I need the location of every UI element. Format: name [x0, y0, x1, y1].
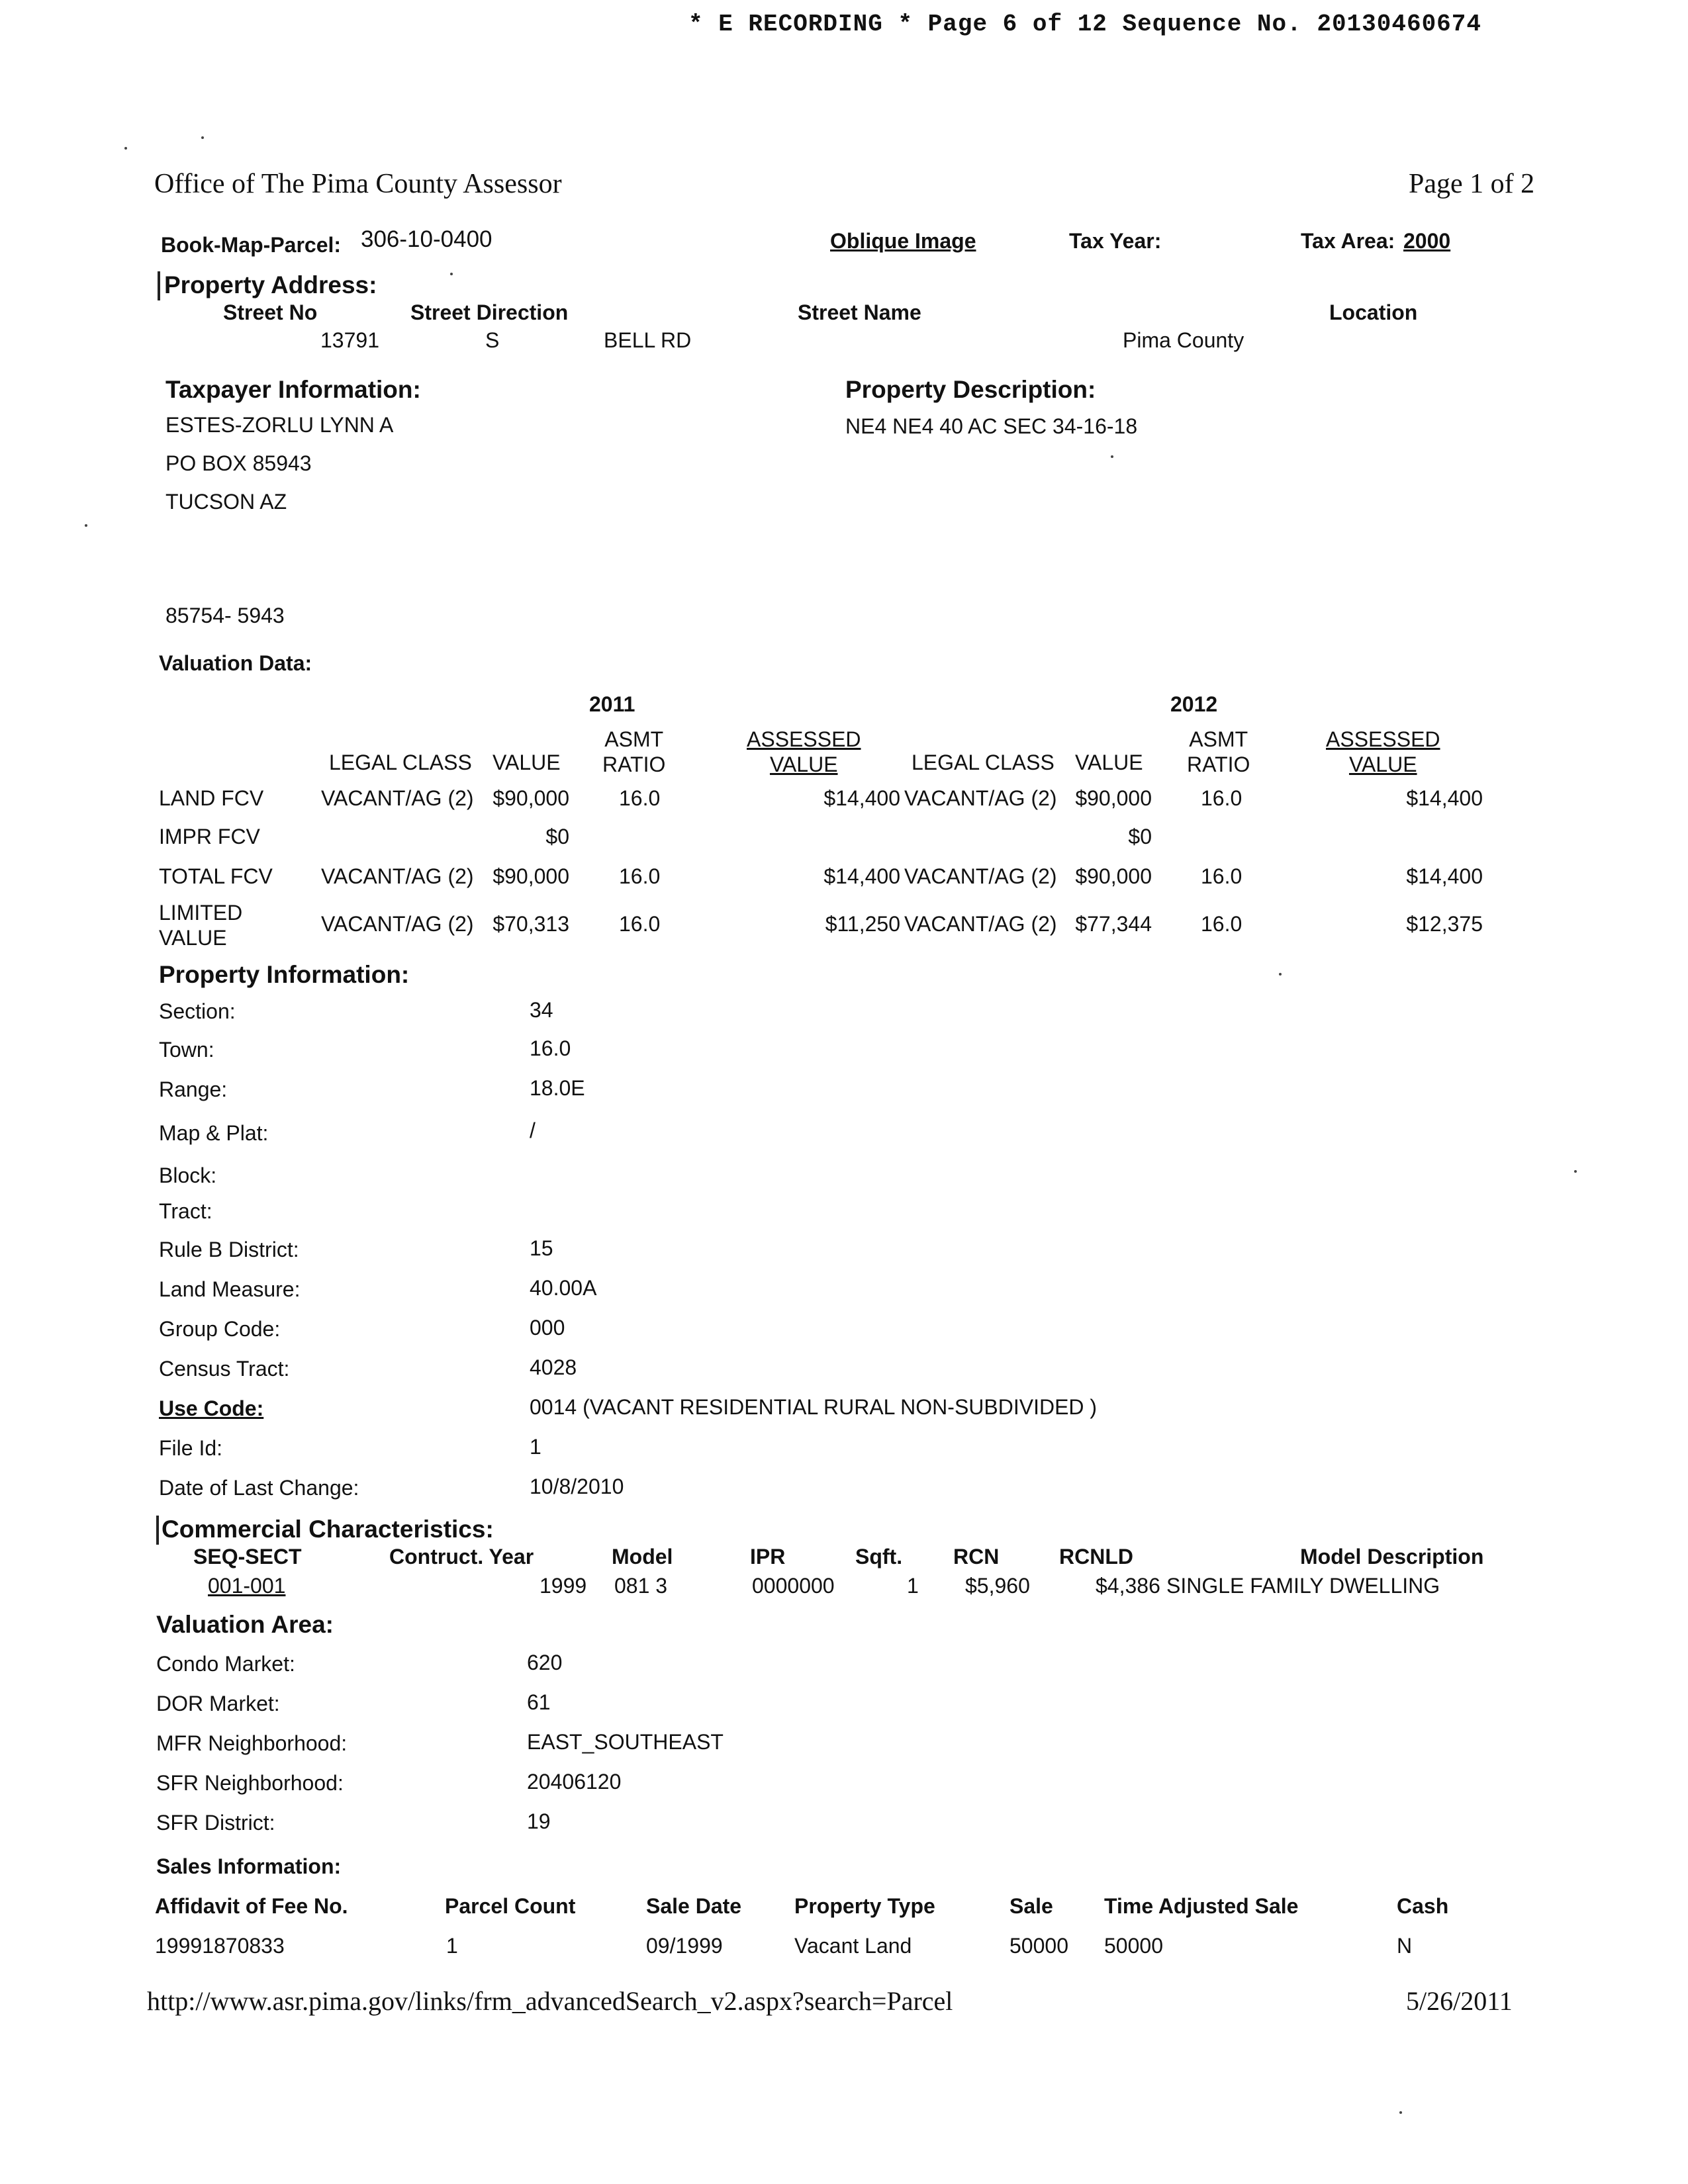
mfr-neighborhood-value: EAST_SOUTHEAST: [527, 1730, 724, 1754]
scan-speck: [1111, 455, 1113, 458]
col-affidavit: Affidavit of Fee No.: [155, 1894, 348, 1918]
col-asmt-line2: RATIO: [602, 752, 666, 776]
row-class-2011: VACANT/AG (2): [321, 864, 474, 888]
col-sale: Sale: [1009, 1894, 1053, 1918]
bmp-value: 306-10-0400: [361, 226, 492, 252]
row-class-2012: VACANT/AG (2): [904, 786, 1057, 810]
range-value: 18.0E: [530, 1076, 585, 1100]
col-sqft: Sqft.: [855, 1545, 903, 1569]
footer-url: http://www.asr.pima.gov/links/frm_advancedSearch_v2.aspx?search=Parcel: [147, 1986, 953, 2016]
property-type-value: Vacant Land: [794, 1934, 912, 1958]
valuation-heading: Valuation Data:: [159, 651, 312, 675]
section-marker: [156, 1516, 159, 1545]
time-adjusted-sale-value: 50000: [1104, 1934, 1163, 1958]
sfr-neighborhood-value: 20406120: [527, 1770, 622, 1794]
cash-value: N: [1397, 1934, 1413, 1958]
row-label: TOTAL FCV: [159, 864, 273, 888]
col-value-2011: VALUE: [492, 751, 561, 774]
col-legal-class-2012: LEGAL CLASS: [912, 751, 1055, 774]
map-plat-label: Map & Plat:: [159, 1121, 269, 1145]
census-tract-label: Census Tract:: [159, 1357, 290, 1381]
valuation-area-heading: Valuation Area:: [156, 1611, 334, 1638]
group-code-value: 000: [530, 1316, 565, 1340]
last-change-label: Date of Last Change:: [159, 1476, 359, 1500]
col-assessed-line2: VALUE: [769, 752, 838, 776]
commercial-heading: Commercial Characteristics:: [162, 1516, 494, 1543]
row-label-line1: LIMITED: [159, 901, 243, 925]
sale-value: 50000: [1009, 1934, 1068, 1958]
row-value-2012: $90,000: [1075, 864, 1152, 888]
condo-market-label: Condo Market:: [156, 1652, 295, 1676]
town-label: Town:: [159, 1038, 214, 1062]
tract-label: Tract:: [159, 1199, 212, 1223]
parcel-count-value: 1: [446, 1934, 458, 1958]
tax-area-label: Tax Area:: [1301, 229, 1395, 253]
valuation-year-2011: 2011: [589, 692, 635, 716]
col-sale-date: Sale Date: [646, 1894, 742, 1918]
construct-year: 1999: [539, 1574, 587, 1598]
row-value-2012: $90,000: [1075, 786, 1152, 810]
col-parcel-count: Parcel Count: [445, 1894, 576, 1918]
taxpayer-city: TUCSON AZ: [165, 490, 287, 514]
row-ratio-2012: 16.0: [1201, 864, 1243, 888]
col-legal-class-2011: LEGAL CLASS: [329, 751, 472, 774]
row-ratio-2012: 16.0: [1201, 786, 1243, 810]
row-value-2011: $0: [545, 825, 569, 848]
col-asmt-line1: ASMT: [604, 727, 664, 751]
land-measure-label: Land Measure:: [159, 1277, 301, 1301]
col-construct-year: Contruct. Year: [389, 1545, 534, 1569]
taxpayer-name: ESTES-ZORLU LYNN A: [165, 413, 394, 437]
rule-b-district-value: 15: [530, 1236, 553, 1260]
property-address-heading: Property Address:: [164, 271, 377, 298]
bmp-label: Book-Map-Parcel:: [161, 233, 342, 257]
section-label: Section:: [159, 999, 236, 1023]
rule-b-district-label: Rule B District:: [159, 1238, 299, 1261]
row-class-2012: VACANT/AG (2): [904, 912, 1057, 936]
scan-speck: [1574, 1170, 1577, 1173]
row-value-2012: $0: [1128, 825, 1152, 848]
use-code-link[interactable]: Use Code:: [159, 1396, 264, 1420]
col-street-name: Street Name: [798, 300, 921, 324]
row-label: IMPR FCV: [159, 825, 260, 848]
row-class-2011: VACANT/AG (2): [321, 912, 474, 936]
file-id-value: 1: [530, 1435, 541, 1459]
tax-year-label: Tax Year:: [1069, 229, 1162, 253]
office-title: Office of The Pima County Assessor: [154, 169, 562, 199]
col-asmt-ratio-2012: [1187, 727, 1250, 777]
col-ipr: IPR: [750, 1545, 786, 1569]
mfr-neighborhood-label: MFR Neighborhood:: [156, 1731, 348, 1755]
condo-market-value: 620: [527, 1651, 563, 1674]
model-description: SINGLE FAMILY DWELLING: [1166, 1574, 1440, 1598]
row-assessed-2012: $14,400: [1406, 864, 1483, 888]
col-street-no: Street No: [223, 300, 318, 324]
scan-speck: [1399, 2111, 1402, 2114]
map-plat-value: /: [530, 1118, 536, 1142]
row-ratio-2011: 16.0: [619, 786, 661, 810]
taxpayer-heading: Taxpayer Information:: [165, 376, 421, 403]
row-class-2011: VACANT/AG (2): [321, 786, 474, 810]
scan-speck: [124, 147, 127, 150]
row-assessed-2011: $14,400: [823, 864, 900, 888]
col-assessed-value-2011[interactable]: [747, 727, 861, 777]
scan-speck: [450, 273, 453, 275]
row-ratio-2011: 16.0: [619, 912, 661, 936]
col-property-type: Property Type: [794, 1894, 935, 1918]
row-assessed-2011: $11,250: [825, 912, 900, 936]
street-name: BELL RD: [604, 328, 692, 352]
col-rcnld: RCNLD: [1059, 1545, 1133, 1569]
col-asmt-ratio-2011: [602, 727, 665, 777]
footer-date: 5/26/2011: [1406, 1986, 1513, 2016]
col-assessed-line1: ASSESSED: [1326, 727, 1440, 751]
block-label: Block:: [159, 1163, 217, 1187]
affidavit-value: 19991870833: [155, 1934, 285, 1958]
sfr-neighborhood-label: SFR Neighborhood:: [156, 1771, 344, 1795]
page-indicator: Page 1 of 2: [1409, 169, 1535, 199]
col-asmt-line2: RATIO: [1187, 752, 1250, 776]
section-marker: [158, 271, 160, 300]
sale-date-value: 09/1999: [646, 1934, 723, 1958]
oblique-image-link[interactable]: Oblique Image: [830, 229, 976, 253]
row-class-2012: VACANT/AG (2): [904, 864, 1057, 888]
row-label: LAND FCV: [159, 786, 264, 810]
use-code-value: 0014 (VACANT RESIDENTIAL RURAL NON-SUBDIVIDED ): [530, 1395, 1098, 1419]
col-location: Location: [1329, 300, 1418, 324]
col-model: Model: [612, 1545, 673, 1569]
recording-header: * E RECORDING * Page 6 of 12 Sequence No. 20130460674: [688, 11, 1481, 38]
col-assessed-line1: ASSESSED: [747, 727, 861, 751]
location: Pima County: [1123, 328, 1244, 352]
row-ratio-2011: 16.0: [619, 864, 661, 888]
property-info-heading: Property Information:: [159, 961, 410, 988]
sales-heading: Sales Information:: [156, 1854, 342, 1878]
group-code-label: Group Code:: [159, 1317, 281, 1341]
tax-area-value[interactable]: 2000: [1403, 229, 1451, 253]
rcn-value: $5,960: [965, 1574, 1030, 1598]
col-seq-sect: SEQ-SECT: [193, 1545, 302, 1569]
row-assessed-2012: $14,400: [1406, 786, 1483, 810]
row-value-2012: $77,344: [1075, 912, 1152, 936]
row-assessed-2012: $12,375: [1406, 912, 1483, 936]
file-id-label: File Id:: [159, 1436, 223, 1460]
model-value: 081 3: [614, 1574, 668, 1598]
scan-speck: [1279, 973, 1282, 976]
taxpayer-zip: 85754- 5943: [165, 604, 285, 627]
dor-market-value: 61: [527, 1690, 551, 1714]
row-label-line2: VALUE: [159, 926, 227, 950]
sfr-district-label: SFR District:: [156, 1811, 275, 1835]
land-measure-value: 40.00A: [530, 1276, 597, 1300]
seq-sect-link[interactable]: 001-001: [208, 1574, 286, 1598]
row-value-2011: $90,000: [492, 864, 569, 888]
col-street-direction: Street Direction: [410, 300, 569, 324]
rcnld-value: $4,386: [1096, 1574, 1160, 1598]
col-model-description: Model Description: [1300, 1545, 1484, 1569]
street-no: 13791: [320, 328, 379, 352]
row-label: [159, 900, 242, 950]
col-rcn: RCN: [953, 1545, 1000, 1569]
census-tract-value: 4028: [530, 1355, 577, 1379]
range-label: Range:: [159, 1077, 228, 1101]
section-value: 34: [530, 998, 553, 1022]
dor-market-label: DOR Market:: [156, 1692, 280, 1715]
ipr-value: 0000000: [752, 1574, 835, 1598]
taxpayer-po-box: PO BOX 85943: [165, 451, 312, 475]
row-assessed-2011: $14,400: [823, 786, 900, 810]
last-change-value: 10/8/2010: [530, 1475, 624, 1498]
sfr-district-value: 19: [527, 1809, 551, 1833]
property-description-heading: Property Description:: [845, 376, 1096, 403]
town-value: 16.0: [530, 1036, 571, 1060]
scan-speck: [201, 136, 204, 139]
sqft-value: 1: [907, 1574, 919, 1598]
col-value-2012: VALUE: [1075, 751, 1143, 774]
col-cash: Cash: [1397, 1894, 1449, 1918]
col-assessed-line2: VALUE: [1348, 752, 1417, 776]
row-ratio-2012: 16.0: [1201, 912, 1243, 936]
street-direction: S: [485, 328, 500, 352]
scan-speck: [85, 524, 87, 527]
col-assessed-value-2012[interactable]: [1326, 727, 1440, 777]
property-description-text: NE4 NE4 40 AC SEC 34-16-18: [845, 414, 1138, 438]
valuation-year-2012: 2012: [1170, 692, 1218, 716]
row-value-2011: $90,000: [492, 786, 569, 810]
col-asmt-line1: ASMT: [1189, 727, 1248, 751]
col-time-adjusted-sale: Time Adjusted Sale: [1104, 1894, 1299, 1918]
row-value-2011: $70,313: [492, 912, 569, 936]
